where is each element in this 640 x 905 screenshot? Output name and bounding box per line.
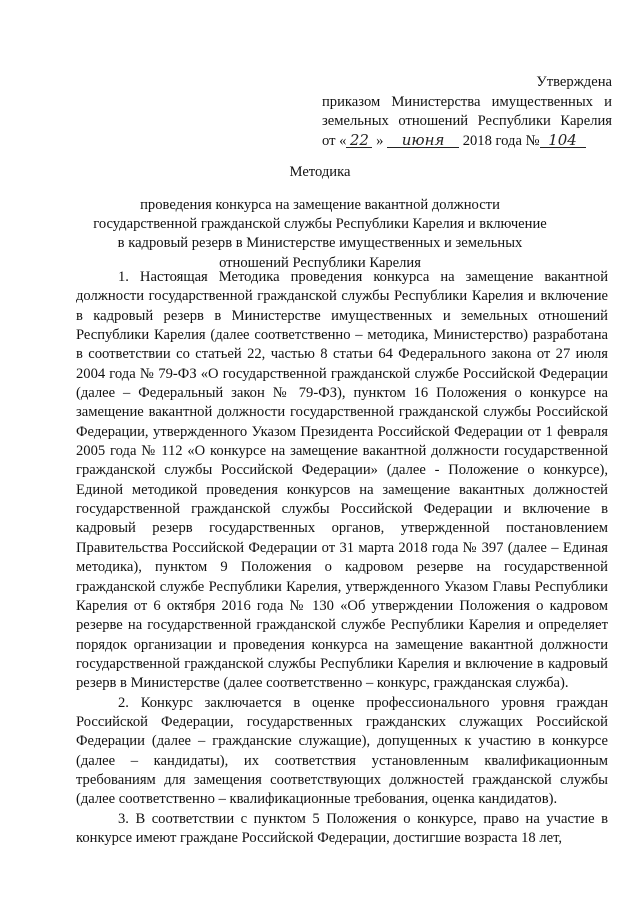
- document-body: [76, 268, 608, 848]
- paragraph-2: 2. Конкурс заключается в оценке профессионального уровня граждан Российской Федерации, государственных гражданских служащих Российской Федерации (далее – гражданские служащие), допущенных к участию в конкурсе (далее – кандидаты), их соответствия установленным квалификационным требованиям для замещения соответствующих должностей гражданской службы (далее соответственно – квалификационные требования, оценка кандидатов).: [76, 694, 608, 808]
- subtitle-line: государственной гражданской службы Республики Карелия и включение: [93, 216, 547, 233]
- handwritten-day: 22: [346, 133, 372, 148]
- approval-line-3: земельных отношений Республики Карелия: [322, 113, 612, 130]
- approval-line-2: приказом Министерства имущественных и: [322, 93, 612, 110]
- approval-line-1: Утверждена: [536, 74, 612, 90]
- handwritten-month: июня: [387, 133, 459, 148]
- approval-block: [322, 73, 612, 151]
- approval-date-line: [322, 132, 612, 152]
- document-subtitle: [0, 196, 640, 273]
- date-prefix: от «: [322, 132, 347, 149]
- subtitle-line: отношений Республики Карелия: [219, 254, 421, 271]
- date-quote: »: [376, 132, 384, 149]
- subtitle-line: в кадровый резерв в Министерстве имущественных и земельных: [117, 235, 523, 252]
- subtitle-line: проведения конкурса на замещение вакантной должности: [140, 197, 500, 213]
- paragraph-3: 3. В соответствии с пунктом 5 Положения о конкурсе, право на участие в конкурсе имеют граждане Российской Федерации, достигшие возраста 18 лет,: [76, 810, 608, 846]
- paragraph-1: 1. Настоящая Методика проведения конкурса на замещение вакантной должности государственной гражданской службы Республики Карелия и включение в кадровый резерв в Министерстве имущественных и земельных отношений Республики Карелия (далее соответственно – методика, Министерство) разработана в соответствии со статьей 22, частью 8 статьи 64 Федерального закона от 27 июля 2004 года № 79-ФЗ «О государственной гражданской службе Российской Федерации (далее – Федеральный закон № 79-ФЗ), пунктом 16 Положения о конкурсе на замещение вакантной должности государственной гражданской службы Российской Федерации, утвержденного Указом Президента Российской Федерации от 1 февраля 2005 года № 112 «О конкурсе на замещение вакантной должности государственной гражданской службы Российской Федерации» (далее - Положение о конкурсе), Единой методикой проведения конкурсов на замещение вакантных должностей государственной гражданской службы Российской Федерации и включение в кадровый резерв государственных органов, утвержденной постановлением Правительства Российской Федерации от 31 марта 2018 года № 397 (далее – Единая методика), пунктом 9 Положения о кадровом резерве на государственной гражданской службе Республики Карелия, утвержденного Указом Главы Республики Карелия от 6 октября 2016 года № 130 «Об утверждении Положения о кадровом резерве на государственной гражданской службе Республики Карелия и определяет порядок организации и проведения конкурса на замещение вакантной должности государственной гражданской службы Республики Карелия и включение в кадровый резерв в Министерстве (далее соответственно – конкурс, гражданская служба).: [76, 269, 608, 692]
- handwritten-order-number: 104: [540, 133, 586, 148]
- document-title: Методика: [289, 164, 351, 180]
- date-year-number: 2018 года №: [462, 132, 540, 149]
